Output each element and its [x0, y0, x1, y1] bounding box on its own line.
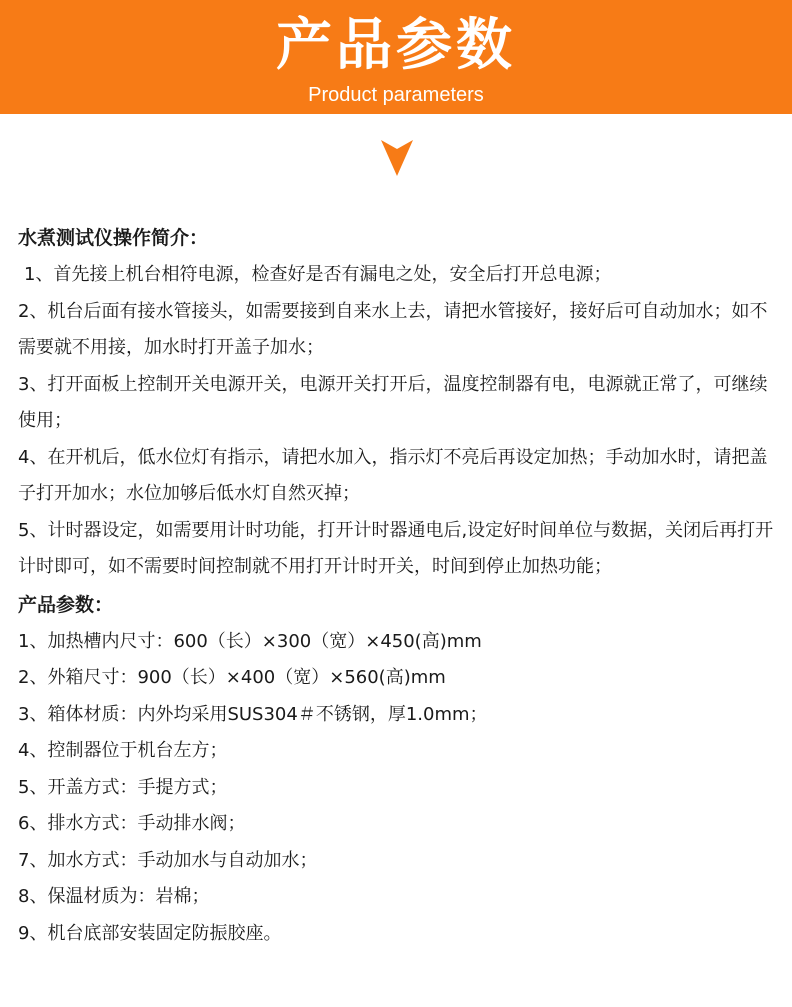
params-heading: 产品参数： [18, 593, 114, 616]
intro-heading: 水煮测试仪操作简介： [18, 227, 209, 249]
intro-item-3: 3、打开面板上控制开关电源开关，电源开关打开后，温度控制器有电，电源就正常了，可继续使用； [18, 373, 768, 431]
chevron-down-triangle-icon [381, 140, 413, 176]
header-banner [0, 0, 792, 114]
intro-item-1: 1、首先接上机台相符电源，检查好是否有漏电之处，安全后打开总电源； [24, 264, 612, 285]
intro-item-2: 2、机台后面有接水管接头，如需要接到自来水上去，请把水管接好，接好后可自动加水；如不需要就不用接，加水时打开盖子加水； [18, 300, 768, 358]
param-item-6: 6、排水方式：手动排水阀； [18, 813, 246, 834]
banner-title: 产品参数 [276, 13, 516, 78]
param-item-1: 1、加热槽内尺寸：600（长）×300（宽）×450(高)mm [18, 630, 482, 652]
param-item-8: 8、保温材质为：岩棉； [18, 886, 210, 907]
intro-item-4: 4、在开机后，低水位灯有指示，请把水加入，指示灯不亮后再设定加热；手动加水时，请把盖子打开加水；水位加够后低水灯自然灭掉； [18, 446, 768, 504]
description-content [18, 221, 780, 952]
param-item-2: 2、外箱尺寸：900（长）×400（宽）×560(高)mm [18, 667, 446, 688]
banner-subtitle: Product parameters [308, 84, 484, 106]
param-item-3: 3、箱体材质：内外均采用SUS304＃不锈钢，厚1.0mm； [18, 703, 488, 725]
intro-item-5: 5、计时器设定，如需要用计时功能，打开计时器通电后,设定好时间单位与数据，关闭后再打开计时即可，如不需要时间控制就不用打开计时开关，时间到停止加热功能； [18, 519, 774, 577]
param-item-5: 5、开盖方式：手提方式； [18, 776, 228, 798]
param-item-9: 9、机台底部安装固定防振胶座。 [18, 922, 282, 944]
param-item-4: 4、控制器位于机台左方； [18, 740, 228, 761]
param-item-7: 7、加水方式：手动加水与自动加水； [18, 849, 318, 871]
